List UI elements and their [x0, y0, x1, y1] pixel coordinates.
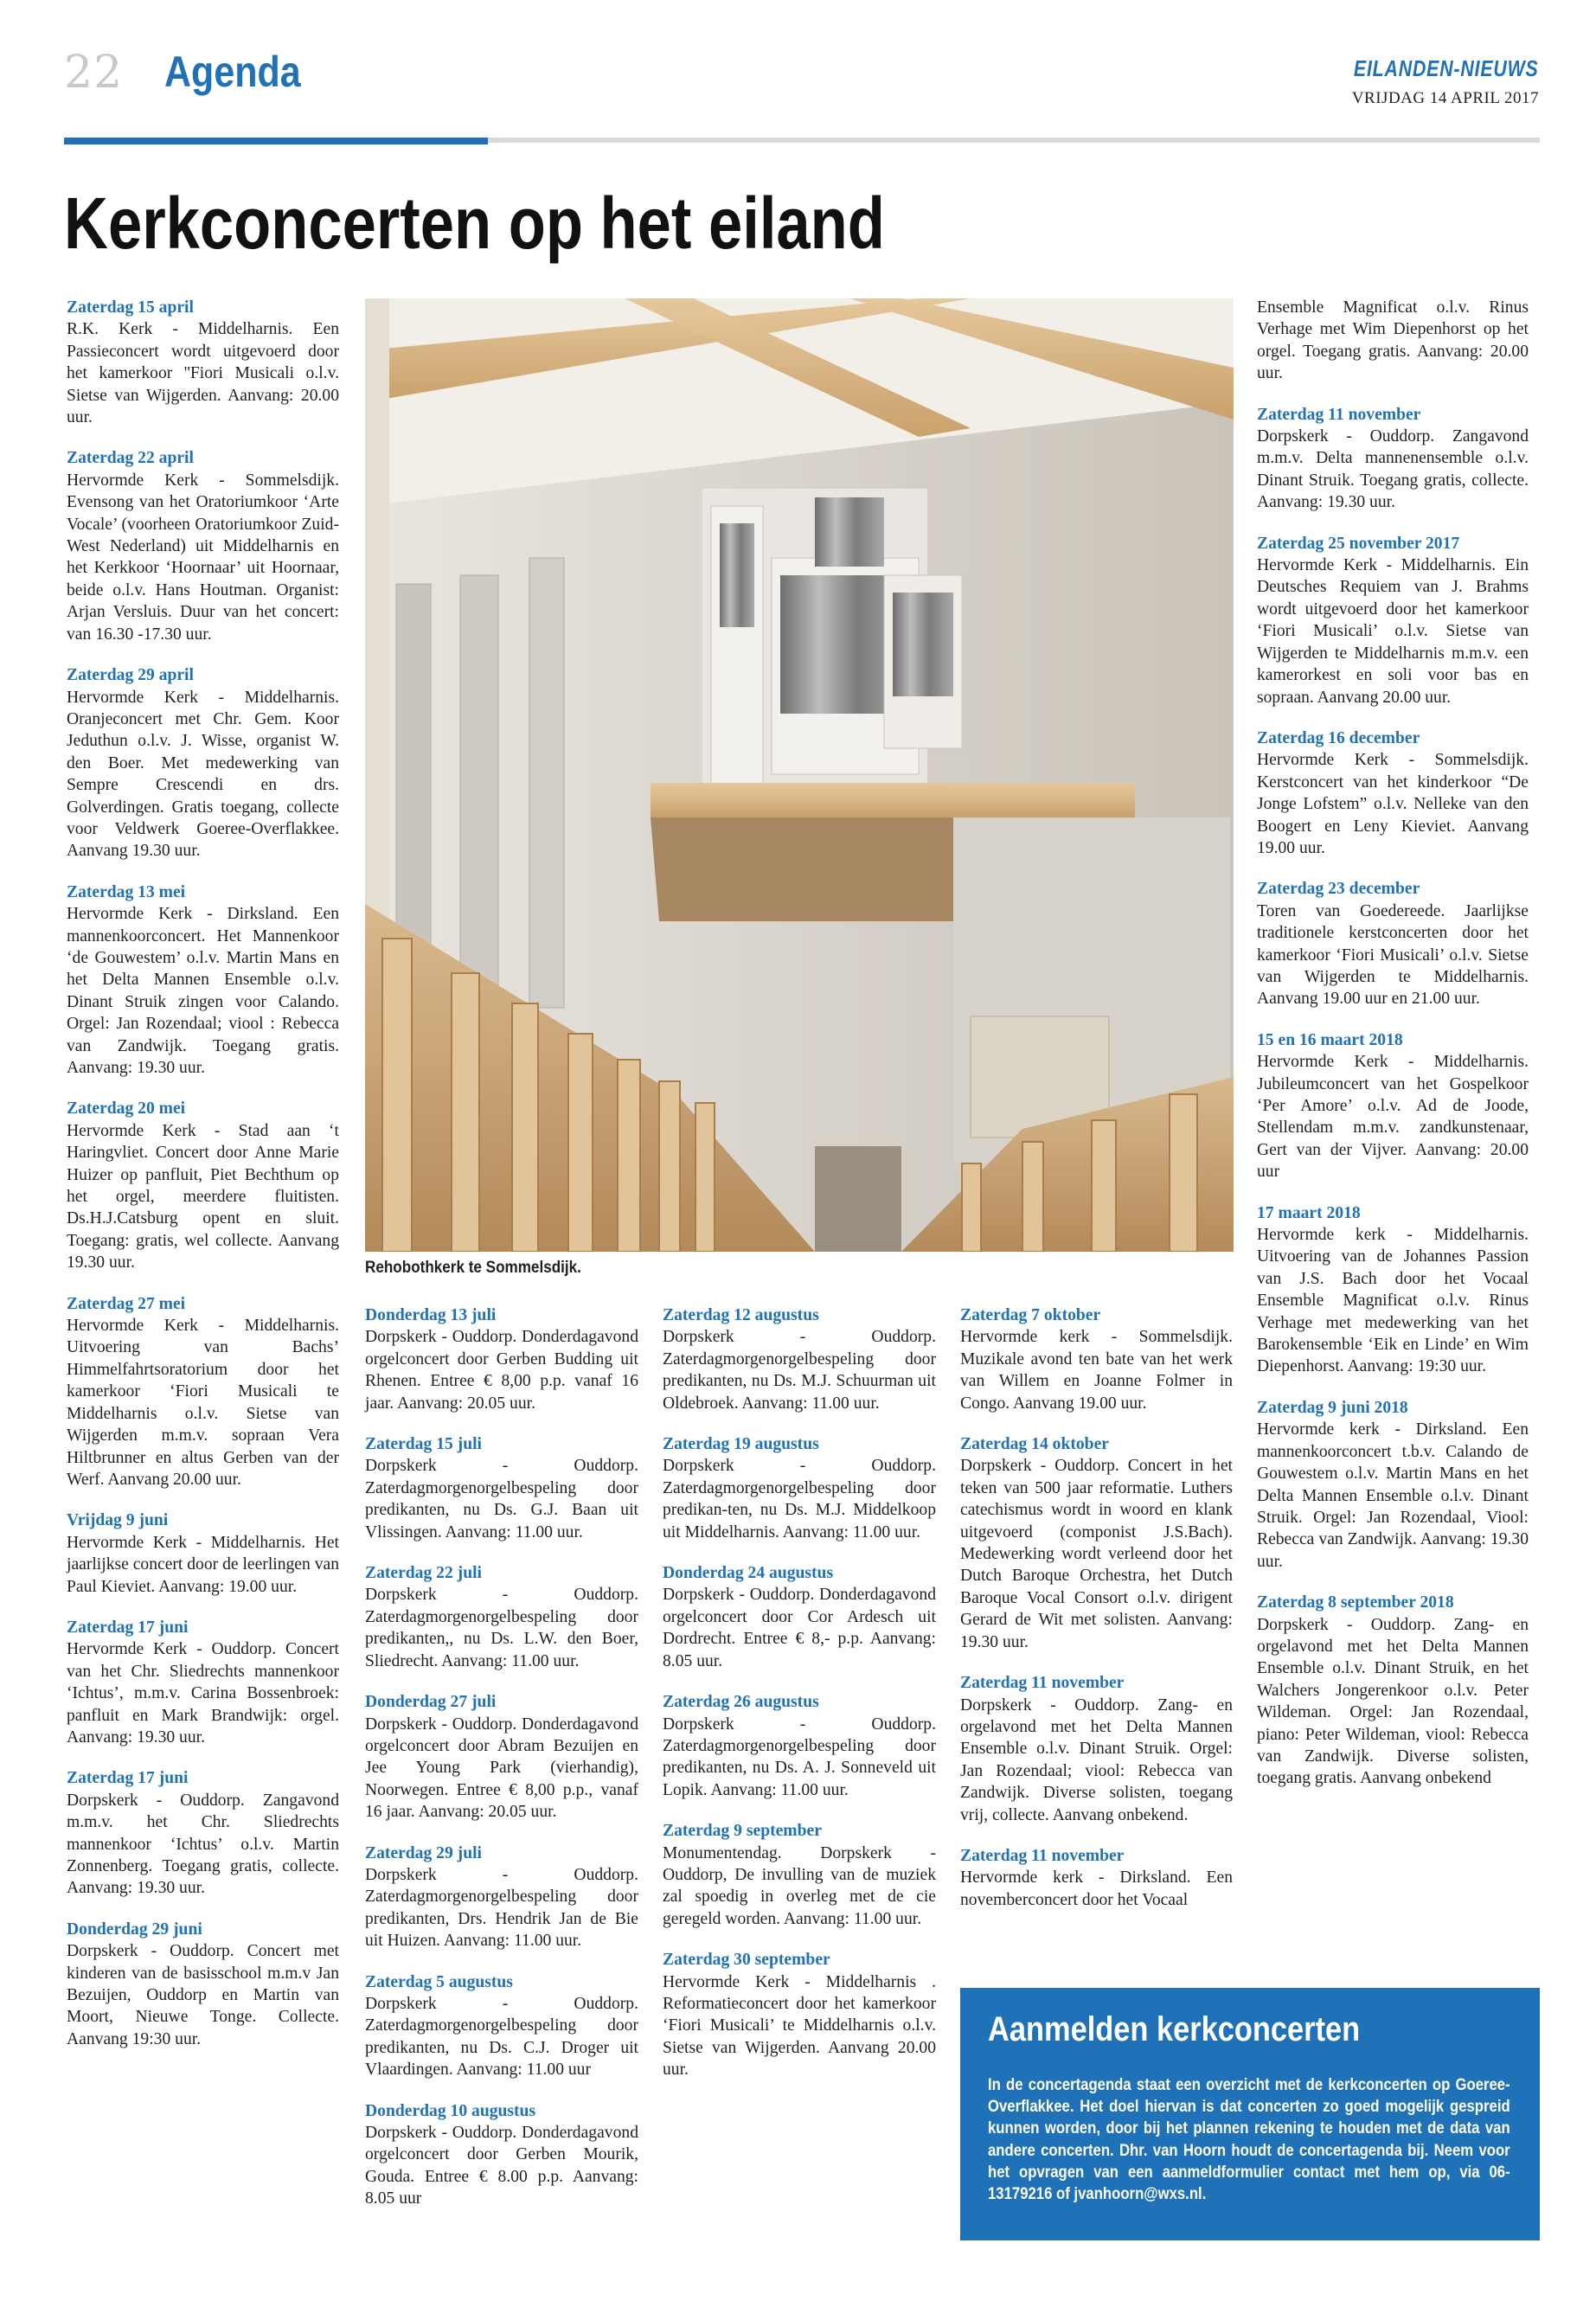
event-description: Toren van Goedereede. Jaarlijkse traditionele kerstconcerten door het kamerkoor ‘Fiori Musicali’ o.l.v. Sietse van Wijgerden te Middelharnis. Aanvang 19.00 uur en 21.00 uur. — [1257, 901, 1529, 1009]
agenda-event — [1257, 1029, 1529, 1183]
agenda-event — [67, 1509, 339, 1598]
event-description: Hervormde Kerk - Middelharnis . Reformatieconcert door het kamerkoor ‘Fiori Musicali’ te Middelharnis o.l.v. Sietse van Wijgerden. Aanvang 20.00 uur. — [663, 1972, 936, 2080]
event-date: Zaterdag 17 juni — [67, 1769, 189, 1788]
agenda-event — [67, 1919, 339, 2050]
agenda-event — [663, 1820, 936, 1930]
event-date: Zaterdag 20 mei — [67, 1099, 186, 1118]
agenda-event — [1257, 297, 1529, 385]
agenda-event — [67, 664, 339, 862]
event-date: Zaterdag 23 december — [1257, 880, 1420, 899]
agenda-event — [67, 1098, 339, 1273]
event-date: Zaterdag 11 november — [960, 1846, 1125, 1865]
event-date: Zaterdag 5 augustus — [365, 1972, 513, 1991]
event-date: Zaterdag 8 september 2018 — [1257, 1593, 1454, 1612]
event-description: Hervormde Kerk - Stad aan ‘t Haringvliet. Concert door Anne Marie Huizer op panfluit, Piet Bechthum op het orgel, meerdere fluitisten. Ds.H.J.Catsburg opent en sluit. Toegang: gratis, wel collecte. Aanvang 19.30 uur. — [67, 1121, 339, 1272]
registration-infobox — [960, 1988, 1540, 2240]
event-description: Dorpskerk - Ouddorp. Zang- en orgelavond met het Delta Mannen Ensemble o.l.v. Dinant Struik. Orgel: Jan Rozendaal; viool: Rebecca van Zandwijk. Diverse solisten, toegang vrij, collecte. Aanvang onbekend. — [960, 1695, 1233, 1824]
event-description: Hervormde Kerk - Middelharnis. Uitvoering van Bachs’ Himmelfahrtsoratorium door het kamerkoor ‘Fiori Musicali te Middelharnis o.l.v. Sietse van Wijgerden m.m.v. sopraan Vera Hiltbrunner en altus Gerben van der Werf. Aanvang 20.00 uur. — [67, 1317, 339, 1489]
event-description: Dorpskerk - Ouddorp. Zaterdagmorgenorgelbespeling door predikanten, nu Ds. C.J. Droger uit Vlaardingen. Aanvang: 11.00 uur — [365, 1994, 638, 2080]
event-date: Vrijdag 9 juni — [67, 1511, 169, 1530]
event-description: Dorpskerk - Ouddorp. Zaterdagmorgenorgelbespeling door predikanten,, nu Ds. L.W. den Boer, Sliedrecht. Aanvang: 11.00 uur. — [365, 1586, 638, 1670]
agenda-event — [67, 1617, 339, 1748]
agenda-event — [960, 1845, 1233, 1911]
agenda-event — [1257, 404, 1529, 514]
event-date: Zaterdag 22 april — [67, 449, 194, 468]
agenda-column-1 — [67, 297, 339, 2069]
section-title: Agenda — [164, 48, 301, 96]
event-description: Dorpskerk - Ouddorp. Zaterdagmorgenorgelbespeling door predikanten, nu Ds. G.J. Baan uit Vlissingen. Aanvang: 11.00 uur. — [365, 1457, 638, 1541]
agenda-column-5 — [1257, 297, 1529, 1809]
event-date: Donderdag 27 juli — [365, 1693, 497, 1712]
event-date: Zaterdag 14 oktober — [960, 1435, 1109, 1454]
event-date: Zaterdag 7 oktober — [960, 1306, 1101, 1324]
event-description: Dorpskerk - Ouddorp. Zang- en orgelavond met het Delta Mannen Ensemble o.l.v. Dinant Struik, en het Walchers Jongerenkoor o.l.v. Peter Wildeman. Orgel: Jan Rozendaal, piano: Peter Wildeman, viool: Rebecca van Zandwijk. Diverse solisten, toegang gratis. Aanvang onbekend — [1257, 1615, 1529, 1788]
event-date: Zaterdag 15 april — [67, 298, 194, 317]
event-description: Hervormde kerk - Sommelsdijk. Muzikale avond ten bate van het werk van Willem en Joanne Folmer in Congo. Aanvang 19.00 uur. — [960, 1328, 1233, 1413]
event-date: Zaterdag 27 mei — [67, 1294, 186, 1313]
event-date: Zaterdag 22 juli — [365, 1564, 482, 1583]
event-date: 17 maart 2018 — [1257, 1203, 1361, 1222]
agenda-event — [960, 1433, 1233, 1653]
headline: Kerkconcerten op het eiland — [64, 183, 885, 264]
event-description: Dorpskerk - Ouddorp. Donderdagavond orgelconcert door Cor Ardesch uit Dordrecht. Entree € 8,- p.p. Aanvang: 8.05 uur. — [663, 1586, 936, 1670]
agenda-event — [663, 1304, 936, 1414]
event-description: Hervormde Kerk - Sommelsdijk. Kerstconcert van het kinderkoor “De Jonge Lofstem” o.l.v. Nelleke van den Boogert en Leny Kieviet. Aanvang 19.00 uur. — [1257, 751, 1529, 857]
agenda-event — [67, 1767, 339, 1899]
agenda-event — [663, 1949, 936, 2080]
event-description: Hervormde kerk - Middelharnis. Uitvoering van de Johannes Passion van J.S. Bach door het Vocaal Ensemble Magnificat o.l.v. Rinus Verhage met medewerking van het Barokensemble ‘Eik en Linde’ en Wim Diepenhorst. Aanvang: 19:30 uur. — [1257, 1226, 1529, 1376]
agenda-event — [67, 297, 339, 428]
event-date: Zaterdag 15 juli — [365, 1435, 482, 1454]
event-date: Zaterdag 9 juni 2018 — [1257, 1398, 1408, 1417]
event-description: Dorpskerk - Ouddorp. Concert met kinderen van de basisschool m.m.v Jan Bezuijen, Ouddorp en Martin van Moort, Nieuwe Tonge. Collecte. Aanvang 19:30 uur. — [67, 1942, 339, 2048]
agenda-event — [663, 1562, 936, 1672]
event-description: Hervormde kerk - Dirksland. Een novemberconcert door het Vocaal — [960, 1868, 1233, 1909]
event-description: Ensemble Magnificat o.l.v. Rinus Verhage met Wim Diepenhorst op het orgel. Toegang gratis. Aanvang: 20.00 uur. — [1257, 298, 1529, 383]
event-date: Zaterdag 9 september — [663, 1822, 822, 1841]
event-description: Hervormde Kerk - Middelharnis. Ein Deutsches Requiem van J. Brahms wordt uitgevoerd door het kamerkoor ‘Fiori Musicali’ o.l.v. Sietse van Wijgerden te Middelharnis m.m.v. een kamerorkest en soli voor bas en sopraan. Aanvang 20.00 uur. — [1257, 556, 1529, 707]
agenda-event — [365, 1304, 638, 1414]
event-date: Zaterdag 11 november — [1257, 405, 1421, 424]
event-date: Zaterdag 11 november — [960, 1674, 1125, 1693]
infobox-title: Aanmelden kerkconcerten — [988, 2010, 1361, 2048]
event-date: Donderdag 24 augustus — [663, 1564, 834, 1583]
event-description: Hervormde Kerk - Middelharnis. Oranjeconcert met Chr. Gem. Koor Jeduthun o.l.v. J. Wisse, organist W. den Boer. Met medewerking van Sempre Crescendi en drs. Golverdingen. Gratis toegang, collecte voor Veldwerk Goeree-Overflakkee. Aanvang 19.30 uur. — [67, 688, 339, 861]
event-date: Zaterdag 19 augustus — [663, 1435, 819, 1454]
event-date: Zaterdag 30 september — [663, 1951, 830, 1970]
agenda-event — [365, 1433, 638, 1543]
event-description: Hervormde Kerk - Middelharnis. Jubileumconcert van het Gospelkoor ‘Per Amore’ o.l.v. Ad de Joode, Stellendam m.m.v. zandkunstenaar, Gert van der Vijver. Aanvang: 20.00 uur — [1257, 1053, 1529, 1182]
event-date: Zaterdag 13 mei — [67, 882, 186, 901]
agenda-event — [365, 1843, 638, 1952]
event-description: Hervormde kerk - Dirksland. Een mannenkoorconcert t.b.v. Calando de Gouwestem o.l.v. Martin Mans en het Delta Mannen Ensemble o.l.v. Dinant Struik. Orgel: Jan Rozendaal, Viool: Rebecca van Zandwijk. Aanvang: 19.30 uur. — [1257, 1420, 1529, 1571]
issue-date: VRIJDAG 14 APRIL 2017 — [1351, 89, 1539, 107]
event-description: Hervormde Kerk - Sommelsdijk. Evensong van het Oratoriumkoor ‘Arte Vocale’ (voorheen Oratoriumkoor Zuid-West Nederland) uit Middelharnis en het Kerkkoor ‘Hoornaar’ uit Hoornaar, beide o.l.v. Hans Houtman. Organist: Arjan Versluis. Duur van het concert: van 16.30 -17.30 uur. — [67, 471, 339, 644]
event-date: Zaterdag 29 juli — [365, 1843, 482, 1862]
agenda-column-2 — [365, 1304, 638, 2229]
event-description: R.K. Kerk - Middelharnis. Een Passieconcert wordt uitgevoerd door het kamerkoor ''Fiori Musicali o.l.v. Sietse van Wijgerden. Aanvang: 20.00 uur. — [67, 320, 339, 427]
agenda-event — [67, 1293, 339, 1491]
agenda-event — [960, 1672, 1233, 1826]
agenda-event — [1257, 1592, 1529, 1790]
event-date: Zaterdag 16 december — [1257, 728, 1420, 747]
event-description: Monumentendag. Dorpskerk - Ouddorp, De invulling van de muziek zal spoedig in overleg met de cie geregeld worden. Aanvang: 11.00 uur. — [663, 1843, 936, 1928]
agenda-event — [67, 881, 339, 1080]
agenda-event — [1257, 1397, 1529, 1573]
event-date: Zaterdag 12 augustus — [663, 1306, 819, 1324]
event-description: Dorpskerk - Ouddorp. Zaterdagmorgenorgelbespeling door predikanten, nu Ds. A. J. Sonneveld uit Lopik. Aanvang: 11.00 uur. — [663, 1715, 936, 1799]
agenda-event — [365, 2100, 638, 2210]
publication-logo: EILANDEN-NIEUWS — [1354, 55, 1539, 81]
agenda-event — [1257, 1202, 1529, 1378]
event-description: Hervormde Kerk - Middelharnis. Het jaarlijkse concert door de leerlingen van Paul Kieviet. Aanvang: 19.00 uur. — [67, 1533, 339, 1596]
agenda-event — [365, 1562, 638, 1672]
event-description: Dorpskerk - Ouddorp. Donderdagavond orgelconcert door Abram Bezuijen en Jee Young Park (vierhandig), Noorwegen. Entree € 8,00 p.p., vanaf 16 jaar. Aanvang: 20.05 uur. — [365, 1715, 638, 1822]
infobox-body: In de concertagenda staat een overzicht met de kerkconcerten op Goeree-Overflakkee. Het doel hiervan is dat concerten zo goed mogelijk gespreid kunnen worden, door bij het plannen rekening te houden met de data van andere concerten. Dhr. van Hoorn houdt de concertagenda bij. Neem voor het opvragen van een aanmeldformulier contact met hem op, via 06-13179216 of jvanhoorn@wxs.nl. — [988, 2076, 1510, 2204]
agenda-column-4 — [960, 1304, 1233, 1930]
event-date: Donderdag 10 augustus — [365, 2101, 536, 2120]
event-description: Dorpskerk - Ouddorp. Zaterdagmorgenorgelbespeling door predikanten, nu Ds. M.J. Schuurman uit Oldebroek. Aanvang: 11.00 uur. — [663, 1328, 936, 1413]
agenda-event — [67, 447, 339, 645]
agenda-event — [1257, 878, 1529, 1009]
agenda-event — [1257, 727, 1529, 859]
event-date: Zaterdag 29 april — [67, 666, 194, 685]
event-description: Dorpskerk - Ouddorp. Zaterdagmorgenorgelbespeling door predikanten, Drs. Hendrik Jan de Bie uit Huizen. Aanvang: 11.00 uur. — [365, 1865, 638, 1951]
agenda-column-3 — [663, 1304, 936, 2100]
agenda-event — [365, 1691, 638, 1823]
photo-caption: Rehobothkerk te Sommelsdijk. — [365, 1259, 581, 1277]
event-date: Donderdag 29 juni — [67, 1920, 202, 1939]
agenda-event — [1257, 533, 1529, 708]
event-description: Hervormde Kerk - Ouddorp. Concert van het Chr. Sliedrechts mannenkoor ‘Ichtus’, m.m.v. Carina Bossenbroek: panfluit en Mark Brandwijk: orgel. Aanvang: 19.30 uur. — [67, 1640, 339, 1747]
header-rule-accent — [64, 138, 488, 144]
agenda-event — [960, 1304, 1233, 1414]
event-date: Zaterdag 17 juni — [67, 1618, 189, 1637]
event-date: Zaterdag 26 augustus — [663, 1693, 819, 1712]
event-description: Dorpskerk - Ouddorp. Zangavond m.m.v. Delta mannenensemble o.l.v. Dinant Struik. Toegang gratis, collecte. Aanvang: 19.30 uur. — [1257, 427, 1529, 512]
event-date: 15 en 16 maart 2018 — [1257, 1030, 1403, 1049]
event-date: Zaterdag 25 november 2017 — [1257, 534, 1460, 553]
event-description: Dorpskerk - Ouddorp. Concert in het teken van 500 jaar reformatie. Luthers catechismus wordt in woord en klank uitgevoerd (componist J.S.Bach). Medewerking wordt verleend door het Dutch Baroque Orchestra, het Dutch Baroque Vocal Consort o.l.v. dirigent Gerard de Wit met solisten. Aanvang: 19.30 uur. — [960, 1457, 1233, 1651]
agenda-event — [663, 1433, 936, 1543]
church-organ-photo — [365, 298, 1234, 1252]
event-date: Donderdag 13 juli — [365, 1306, 497, 1324]
event-description: Dorpskerk - Ouddorp. Zaterdagmorgenorgelbespeling door predikan-ten, nu Ds. M.J. Middelkoop uit Middelharnis. Aanvang: 11.00 uur. — [663, 1457, 936, 1541]
agenda-event — [663, 1691, 936, 1801]
event-description: Hervormde Kerk - Dirksland. Een mannenkoorconcert. Het Mannenkoor ‘de Gouwestem’ o.l.v. Martin Mans en het Delta Mannen Ensemble o.l.v. Dinant Struik zingen voor Calando. Orgel: Jan Rozendaal; viool : Rebecca van Zandwijk. Toegang gratis. Aanvang: 19.30 uur. — [67, 905, 339, 1077]
event-description: Dorpskerk - Ouddorp. Donderdagavond orgelconcert door Gerben Mourik, Gouda. Entree € 8.00 p.p. Aanvang: 8.05 uur — [365, 2124, 638, 2208]
event-description: Dorpskerk - Ouddorp. Donderdagavond orgelconcert door Gerben Budding uit Rhenen. Entree € 8,00 p.p. vanaf 16 jaar. Aanvang: 20.05 uur. — [365, 1328, 638, 1413]
event-description: Dorpskerk - Ouddorp. Zangavond m.m.v. het Chr. Sliedrechts mannenkoor ‘Ichtus’ o.l.v. Martin Zonnenberg. Toegang gratis, collecte. Aanvang: 19.30 uur. — [67, 1791, 339, 1898]
page-number: 22 — [64, 47, 124, 99]
agenda-event — [365, 1971, 638, 2081]
